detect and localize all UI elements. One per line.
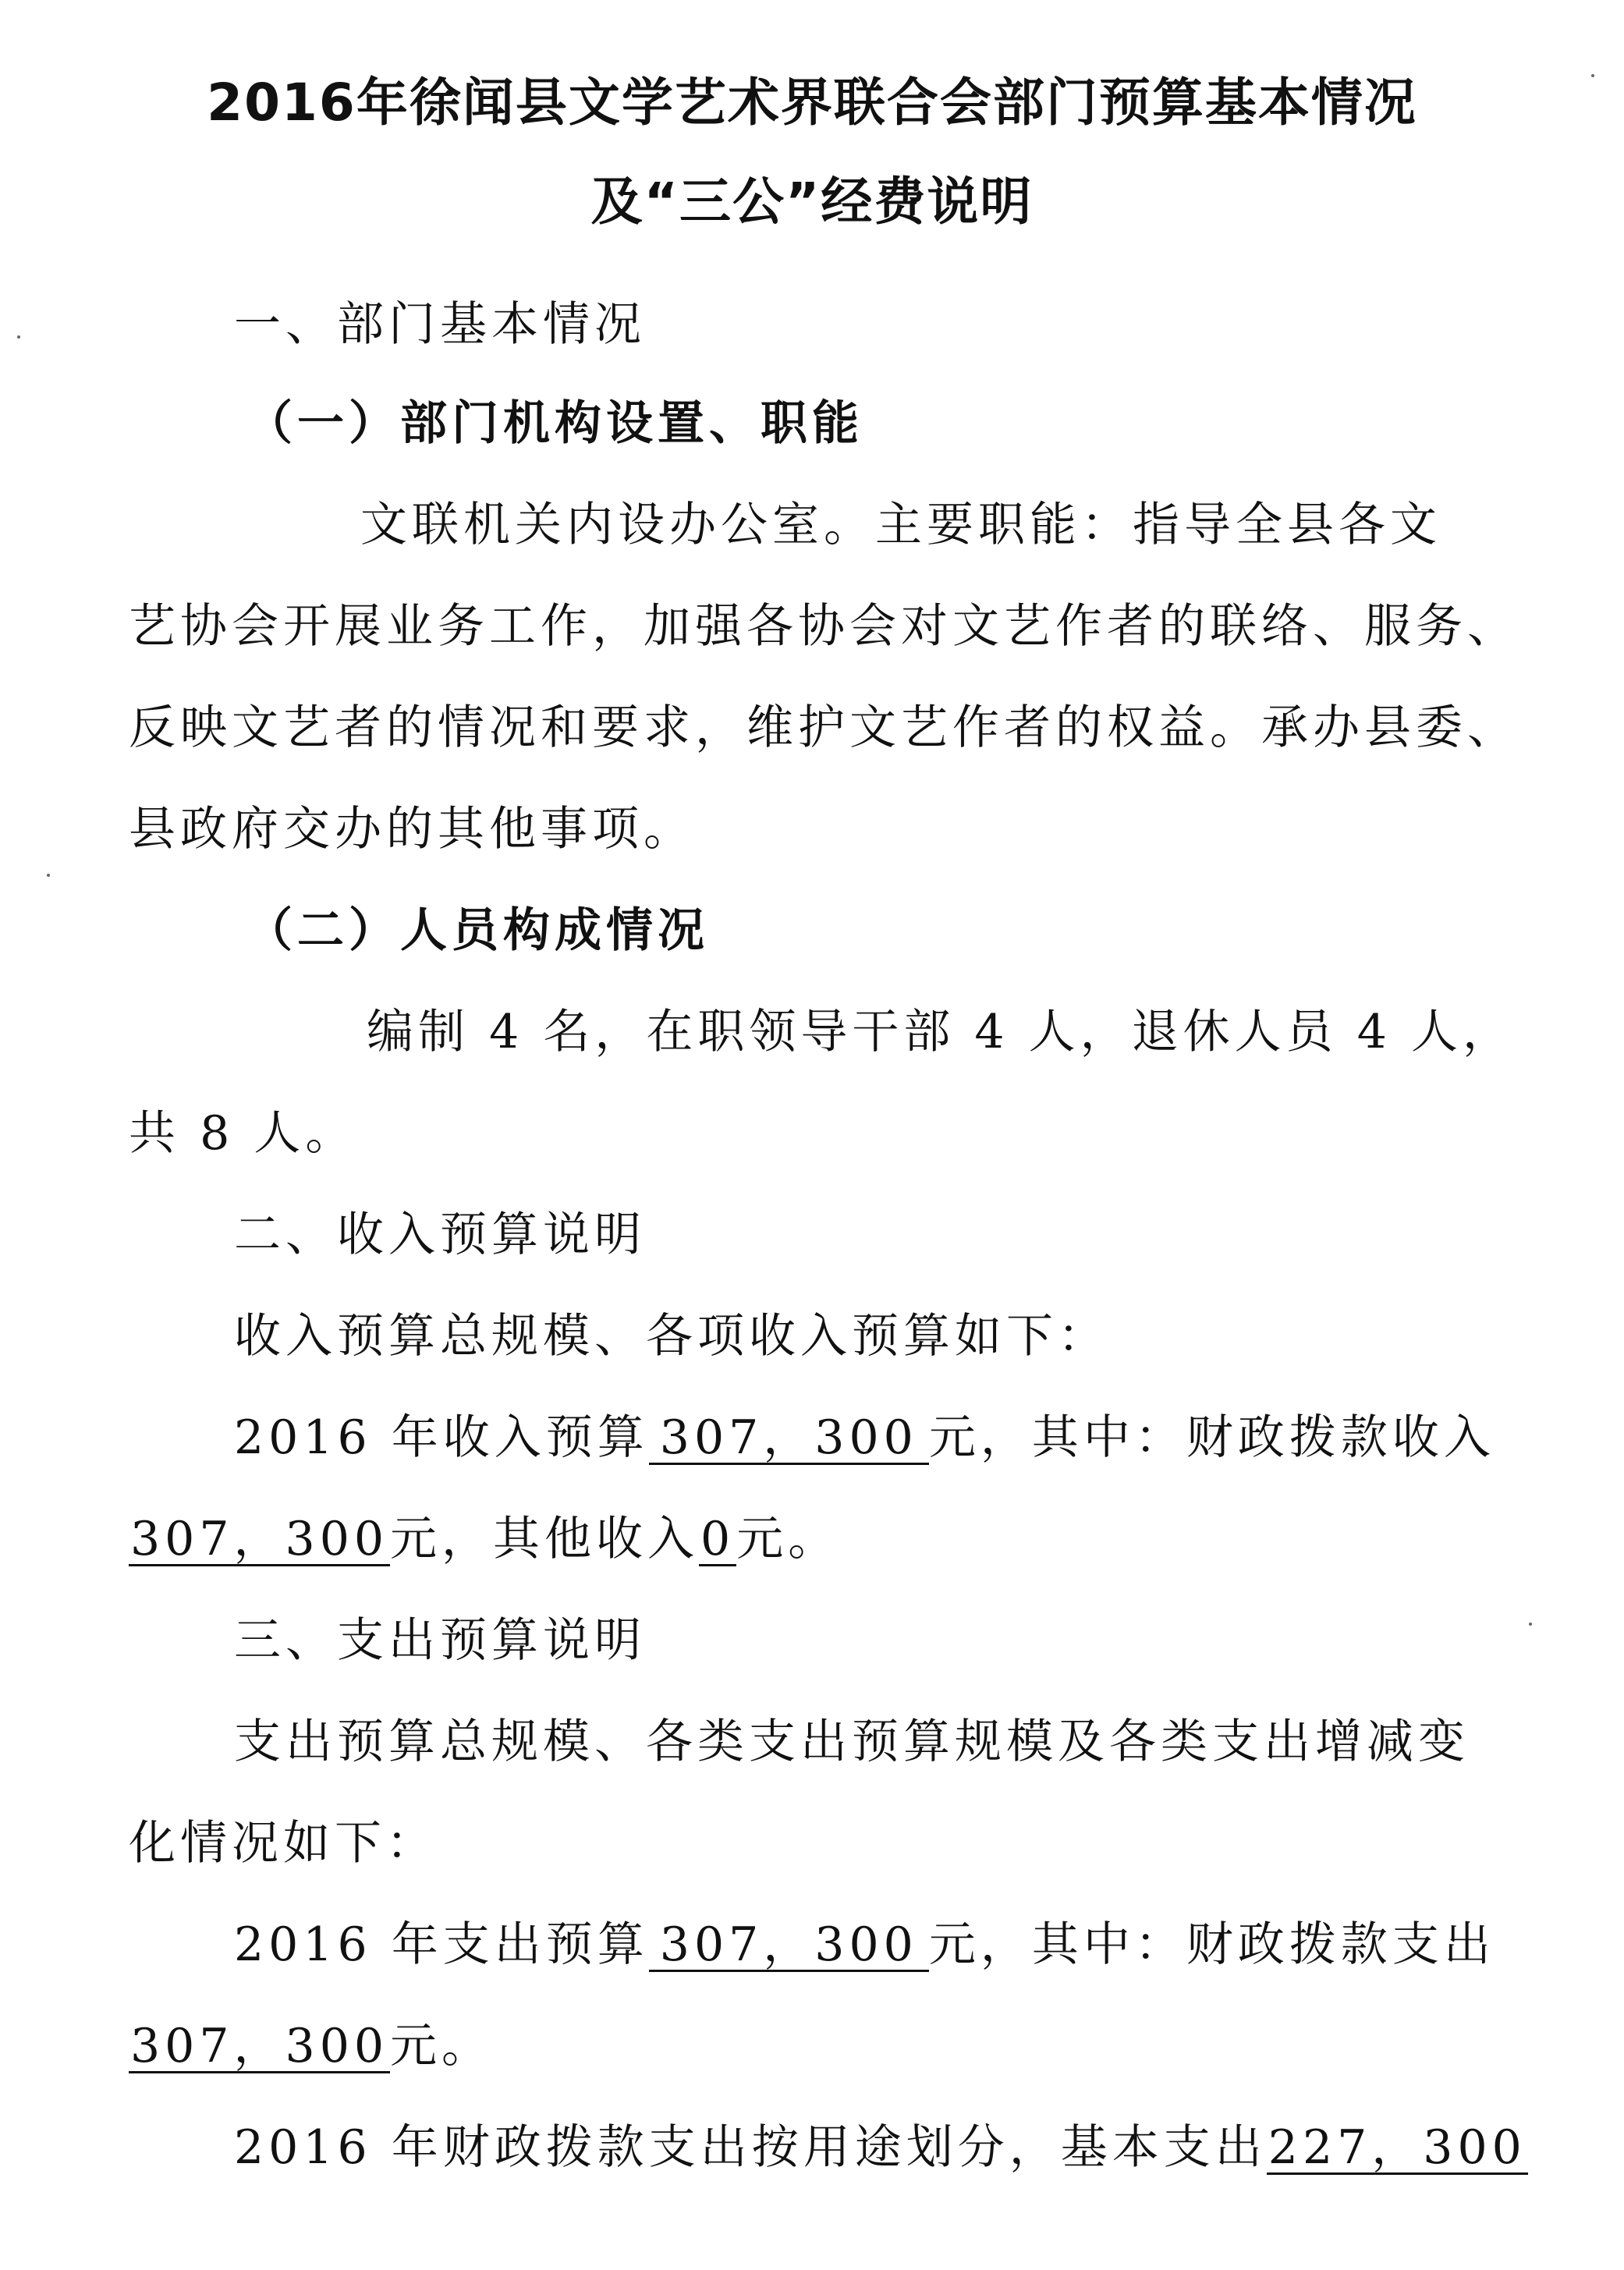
income-total-amount: 307，300 [649,1413,929,1465]
fiscal-expenditure-amount: 307，300 [130,2019,389,2073]
paragraph-line: 县政府交办的其他事项。 [129,802,695,857]
paragraph-line: 支出预算总规模、各类支出预算规模及各类支出增减变 [234,1715,1470,1769]
basic-expenditure-line [234,2122,1528,2175]
income-detail-suffix: 元，其他收入 [390,1512,700,1566]
paragraph-line: 艺协会开展业务工作，加强各协会对文艺作者的联络、服务、 [129,599,1519,654]
income-prefix: 2016 年收入预算 [234,1410,649,1465]
paragraph-line: 收入预算总规模、各项收入预算如下： [234,1309,1109,1364]
paragraph-line: 反映文艺者的情况和要求，维护文艺作者的权益。承办县委、 [129,701,1519,755]
expenditure-suffix: 元，其中：财政拨款支出 [928,1917,1495,1972]
fiscal-income-amount: 307，300 [130,1512,389,1566]
income-detail-end: 元。 [736,1512,840,1566]
expenditure-prefix: 2016 年支出预算 [234,1917,649,1972]
expenditure-detail-line [129,2020,493,2073]
income-detail-line [129,1513,839,1566]
paragraph-line: 共 8 人。 [129,1106,357,1161]
other-income-amount: 0 [700,1512,736,1566]
income-suffix: 元，其中：财政拨款收入 [928,1410,1495,1465]
scan-speck [1529,1623,1532,1626]
section1-sub2-heading: （二）人员构成情况 [246,903,709,958]
section2-heading: 二、收入预算说明 [234,1208,646,1262]
section1-heading: 一、部门基本情况 [234,297,646,352]
paragraph-line: 化情况如下： [129,1816,438,1871]
scan-speck [1591,74,1594,77]
income-budget-line [234,1412,1495,1465]
document-title-line2: 及“三公”经费说明 [590,172,1034,232]
scan-speck [47,874,50,877]
expenditure-total-amount: 307，300 [649,1921,929,1972]
paragraph-line: 编制 4 名，在职领导干部 4 人，退休人员 4 人， [367,1005,1514,1059]
scan-speck [17,335,20,339]
section3-heading: 三、支出预算说明 [234,1613,646,1668]
section1-sub1-heading: （一）部门机构设置、职能 [246,396,863,451]
document-title-line1: 2016年徐闻县文学艺术界联合会部门预算基本情况 [207,73,1417,133]
paragraph-line: 文联机关内设办公室。主要职能：指导全县各文 [360,498,1441,552]
basic-expenditure-prefix: 2016 年财政拨款支出按用途划分，基本支出 [234,2120,1267,2175]
expenditure-budget-line [234,1919,1495,1972]
expenditure-detail-suffix: 元。 [390,2019,494,2073]
basic-expenditure-amount: 227，300 [1268,2120,1526,2175]
